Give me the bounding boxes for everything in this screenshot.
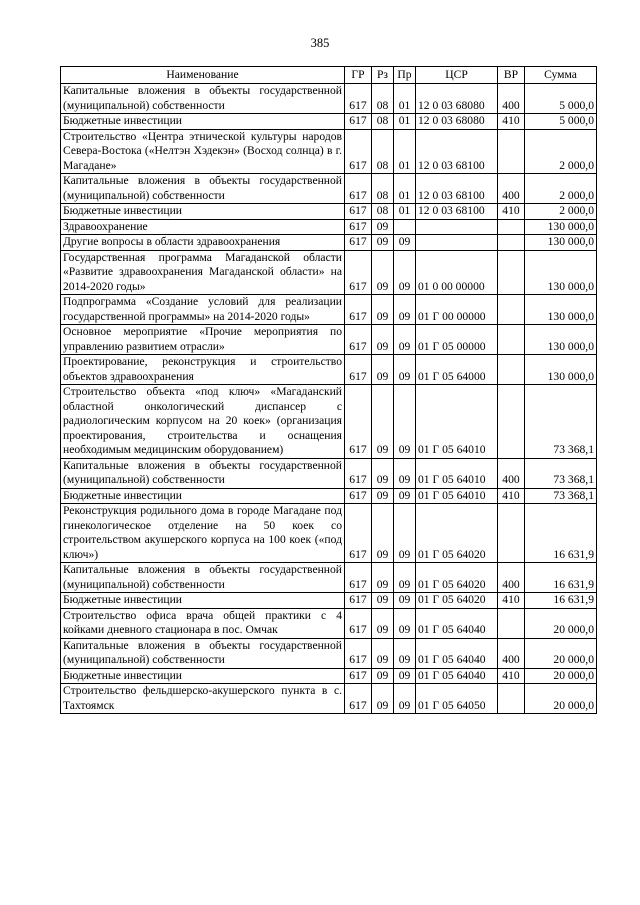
table-row	[61, 204, 597, 220]
cell-sum: 2 000,0	[525, 204, 597, 220]
cell-rz: 09	[372, 235, 394, 251]
table-row	[61, 295, 597, 325]
cell-name: Капитальные вложения в объекты государственной (муниципальной) собственности	[61, 458, 345, 488]
cell-name: Капитальные вложения в объекты государственной (муниципальной) собственности	[61, 638, 345, 668]
budget-table	[60, 66, 597, 714]
cell-rz: 09	[372, 385, 394, 459]
cell-name: Подпрограмма «Создание условий для реализации государственной программы» на 2014-2020 годы»	[61, 295, 345, 325]
cell-vr	[498, 235, 525, 251]
cell-vr: 400	[498, 563, 525, 593]
table-row	[61, 325, 597, 355]
cell-pr: 01	[394, 174, 416, 204]
column-header-pr: Пр	[394, 67, 416, 84]
cell-rz: 09	[372, 608, 394, 638]
column-header-rz: Рз	[372, 67, 394, 84]
cell-gr: 617	[345, 563, 372, 593]
table-row	[61, 684, 597, 714]
cell-sum: 20 000,0	[525, 668, 597, 684]
cell-gr: 617	[345, 355, 372, 385]
cell-csr	[416, 219, 498, 235]
cell-vr: 410	[498, 593, 525, 609]
column-header-vr: ВР	[498, 67, 525, 84]
cell-sum: 130 000,0	[525, 325, 597, 355]
cell-rz: 09	[372, 325, 394, 355]
cell-sum: 20 000,0	[525, 684, 597, 714]
cell-rz: 08	[372, 204, 394, 220]
cell-vr: 410	[498, 488, 525, 504]
cell-csr: 01 Г 05 64020	[416, 593, 498, 609]
cell-gr: 617	[345, 235, 372, 251]
cell-csr: 01 Г 05 64010	[416, 385, 498, 459]
cell-pr: 01	[394, 114, 416, 130]
cell-vr	[498, 129, 525, 174]
cell-vr	[498, 295, 525, 325]
cell-rz: 09	[372, 593, 394, 609]
cell-pr: 09	[394, 563, 416, 593]
column-header-csr: ЦСР	[416, 67, 498, 84]
cell-name: Строительство офиса врача общей практики с 4 койками дневного стационара в пос. Омчак	[61, 608, 345, 638]
cell-pr: 01	[394, 129, 416, 174]
table-row	[61, 488, 597, 504]
table-row	[61, 250, 597, 295]
cell-name: Бюджетные инвестиции	[61, 593, 345, 609]
cell-name: Бюджетные инвестиции	[61, 668, 345, 684]
cell-gr: 617	[345, 458, 372, 488]
cell-pr: 09	[394, 668, 416, 684]
cell-sum: 16 631,9	[525, 593, 597, 609]
table-row	[61, 608, 597, 638]
cell-vr	[498, 608, 525, 638]
page-number: 385	[310, 36, 330, 50]
table-row	[61, 668, 597, 684]
cell-pr: 09	[394, 684, 416, 714]
cell-sum: 2 000,0	[525, 174, 597, 204]
cell-rz: 09	[372, 458, 394, 488]
cell-rz: 08	[372, 129, 394, 174]
cell-sum: 130 000,0	[525, 219, 597, 235]
cell-pr: 09	[394, 295, 416, 325]
cell-pr: 09	[394, 355, 416, 385]
cell-name: Капитальные вложения в объекты государственной (муниципальной) собственности	[61, 84, 345, 114]
cell-csr: 01 Г 05 64050	[416, 684, 498, 714]
cell-pr: 09	[394, 458, 416, 488]
cell-gr: 617	[345, 129, 372, 174]
cell-csr: 12 0 03 68100	[416, 204, 498, 220]
table-row	[61, 638, 597, 668]
cell-pr: 09	[394, 593, 416, 609]
cell-csr: 01 Г 05 64040	[416, 668, 498, 684]
cell-gr: 617	[345, 668, 372, 684]
cell-sum: 5 000,0	[525, 114, 597, 130]
cell-gr: 617	[345, 385, 372, 459]
table-row	[61, 458, 597, 488]
cell-gr: 617	[345, 684, 372, 714]
cell-gr: 617	[345, 488, 372, 504]
cell-name: Основное мероприятие «Прочие мероприятия по управлению развитием отрасли»	[61, 325, 345, 355]
cell-csr: 01 Г 05 64020	[416, 563, 498, 593]
cell-pr: 09	[394, 608, 416, 638]
cell-name: Строительство фельдшерско-акушерского пункта в с. Тахтоямск	[61, 684, 345, 714]
cell-sum: 73 368,1	[525, 385, 597, 459]
cell-pr: 09	[394, 325, 416, 355]
column-header-gr: ГР	[345, 67, 372, 84]
cell-vr	[498, 219, 525, 235]
cell-vr	[498, 684, 525, 714]
cell-csr: 01 Г 05 64000	[416, 355, 498, 385]
cell-rz: 08	[372, 114, 394, 130]
cell-name: Проектирование, реконструкция и строительство объектов здравоохранения	[61, 355, 345, 385]
cell-gr: 617	[345, 608, 372, 638]
cell-vr: 400	[498, 458, 525, 488]
cell-gr: 617	[345, 174, 372, 204]
cell-sum: 16 631,9	[525, 563, 597, 593]
cell-vr: 410	[498, 668, 525, 684]
cell-csr: 01 Г 05 64040	[416, 608, 498, 638]
cell-rz: 09	[372, 219, 394, 235]
cell-sum: 2 000,0	[525, 129, 597, 174]
column-header-name: Наименование	[61, 67, 345, 84]
cell-csr: 01 0 00 00000	[416, 250, 498, 295]
cell-rz: 09	[372, 504, 394, 563]
cell-rz: 09	[372, 488, 394, 504]
cell-gr: 617	[345, 325, 372, 355]
cell-vr	[498, 504, 525, 563]
cell-rz: 08	[372, 174, 394, 204]
cell-sum: 130 000,0	[525, 355, 597, 385]
table-row	[61, 84, 597, 114]
cell-rz: 09	[372, 684, 394, 714]
cell-gr: 617	[345, 250, 372, 295]
cell-gr: 617	[345, 638, 372, 668]
cell-rz: 09	[372, 250, 394, 295]
cell-sum: 16 631,9	[525, 504, 597, 563]
cell-pr: 09	[394, 235, 416, 251]
table-row	[61, 593, 597, 609]
table-row	[61, 355, 597, 385]
cell-sum: 5 000,0	[525, 84, 597, 114]
cell-sum: 130 000,0	[525, 295, 597, 325]
cell-rz: 08	[372, 84, 394, 114]
cell-gr: 617	[345, 295, 372, 325]
column-header-sum: Сумма	[525, 67, 597, 84]
cell-name: Строительство «Центра этнической культуры народов Севера-Востока («Нелтэн Хэдекэн» (Восход солнца) в г. Магадане»	[61, 129, 345, 174]
cell-pr: 09	[394, 385, 416, 459]
cell-sum: 20 000,0	[525, 608, 597, 638]
cell-csr: 01 Г 05 64020	[416, 504, 498, 563]
table-row	[61, 235, 597, 251]
cell-vr: 400	[498, 84, 525, 114]
cell-vr: 400	[498, 174, 525, 204]
cell-name: Капитальные вложения в объекты государственной (муниципальной) собственности	[61, 174, 345, 204]
cell-csr	[416, 235, 498, 251]
cell-gr: 617	[345, 219, 372, 235]
cell-pr: 09	[394, 638, 416, 668]
cell-sum: 130 000,0	[525, 235, 597, 251]
cell-gr: 617	[345, 204, 372, 220]
cell-gr: 617	[345, 504, 372, 563]
cell-name: Бюджетные инвестиции	[61, 204, 345, 220]
cell-vr	[498, 325, 525, 355]
cell-vr	[498, 355, 525, 385]
cell-name: Другие вопросы в области здравоохранения	[61, 235, 345, 251]
cell-pr: 09	[394, 504, 416, 563]
table-row	[61, 219, 597, 235]
cell-csr: 01 Г 05 64040	[416, 638, 498, 668]
cell-name: Государственная программа Магаданской области «Развитие здравоохранения Магаданской области» на 2014-2020 годы»	[61, 250, 345, 295]
cell-sum: 130 000,0	[525, 250, 597, 295]
cell-pr: 01	[394, 84, 416, 114]
cell-csr: 12 0 03 68100	[416, 129, 498, 174]
cell-rz: 09	[372, 295, 394, 325]
table-row	[61, 174, 597, 204]
cell-vr: 410	[498, 114, 525, 130]
cell-vr: 410	[498, 204, 525, 220]
table-row	[61, 563, 597, 593]
cell-name: Бюджетные инвестиции	[61, 114, 345, 130]
cell-rz: 09	[372, 638, 394, 668]
cell-csr: 01 Г 05 64010	[416, 458, 498, 488]
cell-gr: 617	[345, 84, 372, 114]
cell-name: Здравоохранение	[61, 219, 345, 235]
cell-vr	[498, 250, 525, 295]
header-row	[61, 67, 597, 84]
cell-vr: 400	[498, 638, 525, 668]
table-row	[61, 504, 597, 563]
cell-name: Реконструкция родильного дома в городе Магадане под гинекологическое отделение на 50 коек со строительством акушерского корпуса на 100 коек («под ключ»)	[61, 504, 345, 563]
cell-sum: 73 368,1	[525, 458, 597, 488]
cell-csr: 12 0 03 68080	[416, 84, 498, 114]
table-row	[61, 114, 597, 130]
table-row	[61, 129, 597, 174]
cell-rz: 09	[372, 668, 394, 684]
cell-csr: 12 0 03 68080	[416, 114, 498, 130]
cell-rz: 09	[372, 563, 394, 593]
cell-pr	[394, 219, 416, 235]
cell-csr: 01 Г 00 00000	[416, 295, 498, 325]
cell-gr: 617	[345, 593, 372, 609]
table-row	[61, 385, 597, 459]
cell-pr: 09	[394, 250, 416, 295]
cell-name: Капитальные вложения в объекты государственной (муниципальной) собственности	[61, 563, 345, 593]
cell-csr: 01 Г 05 64010	[416, 488, 498, 504]
cell-sum: 20 000,0	[525, 638, 597, 668]
cell-sum: 73 368,1	[525, 488, 597, 504]
table-body	[61, 84, 597, 714]
cell-csr: 01 Г 05 00000	[416, 325, 498, 355]
cell-vr	[498, 385, 525, 459]
cell-pr: 01	[394, 204, 416, 220]
cell-pr: 09	[394, 488, 416, 504]
cell-rz: 09	[372, 355, 394, 385]
cell-name: Бюджетные инвестиции	[61, 488, 345, 504]
cell-name: Строительство объекта «под ключ» «Магаданский областной онкологический диспансер с радиологическим корпусом на 20 коек» (организация проектирования, строительства и оснащения необходимым медицинским оборудованием)	[61, 385, 345, 459]
cell-gr: 617	[345, 114, 372, 130]
cell-csr: 12 0 03 68100	[416, 174, 498, 204]
